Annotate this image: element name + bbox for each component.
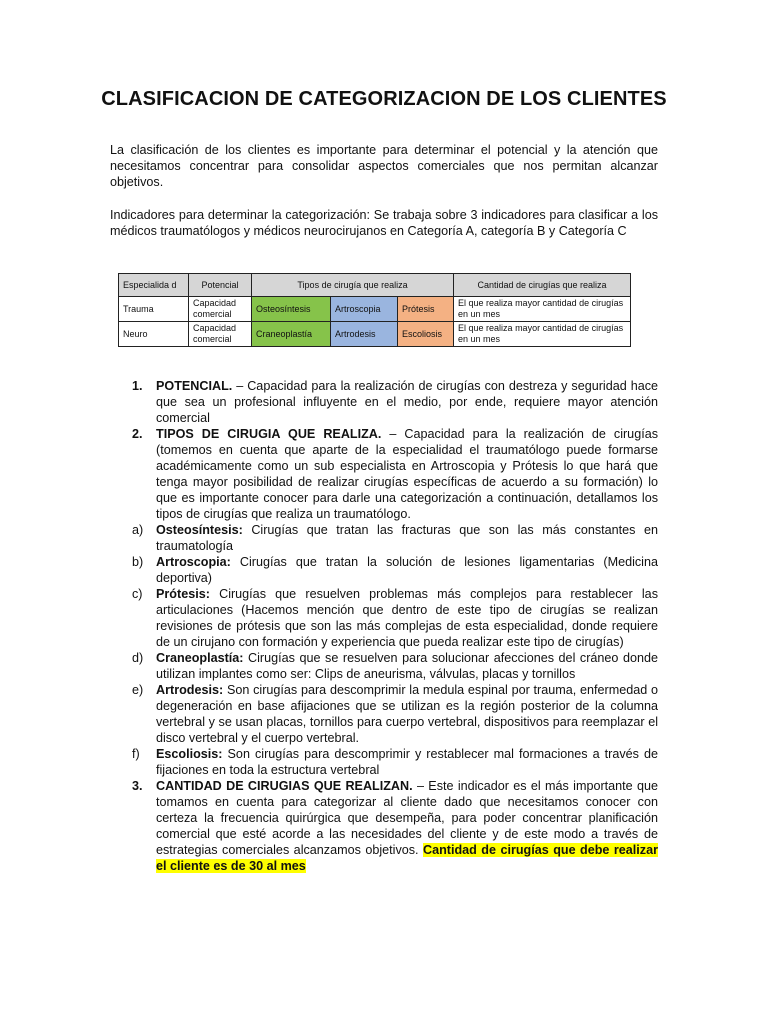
list-item-text: Cirugías que tratan la solución de lesiones ligamentarias (Medicina deportiva) (156, 555, 658, 585)
table-row (119, 322, 631, 347)
cell-especialidad: Trauma (119, 297, 189, 322)
cell-tipo-escoliosis: Escoliosis (398, 322, 454, 347)
list-marker: b) (132, 555, 144, 569)
indicators-paragraph: Indicadores para determinar la categorización: Se trabaja sobre 3 indicadores para clasificar a los médicos traumatólogos y médicos neurocirujanos en Categoría A, categoría B y Categoría C (110, 208, 658, 238)
list-item-label: Artrodesis: (156, 683, 224, 697)
header-tipos: Tipos de cirugía que realiza (252, 274, 454, 297)
list-item-text: – Capacidad para la realización de cirugías con destreza y seguridad hace que sea un profesional influyente en el medio, por ende, requiere mayor atención comercial (156, 379, 658, 425)
header-potencial: Potencial (189, 274, 252, 297)
list-item-protesis (110, 586, 658, 650)
cell-potencial: Capacidad comercial (189, 297, 252, 322)
list-marker: c) (132, 587, 143, 601)
list-item-artroscopia (110, 554, 658, 586)
list-item-label: Osteosíntesis: (156, 523, 243, 537)
list-item-text: Son cirugías para descomprimir y restablecer mal formaciones a través de fijaciones en toda la estructura vertebral (156, 747, 658, 777)
list-item-label: CANTIDAD DE CIRUGIAS QUE REALIZAN. (156, 779, 413, 793)
header-cantidad: Cantidad de cirugías que realiza (454, 274, 631, 297)
list-item-cantidad (110, 778, 658, 874)
list-marker: 1. (132, 379, 143, 393)
list-item-tipos (110, 426, 658, 522)
intro-paragraph: La clasificación de los clientes es importante para determinar el potencial y la atención que necesitamos concentrar para consolidar aspectos comerciales que nos permitan alcanzar objetivos. (110, 143, 658, 189)
list-item-text: – Capacidad para la realización de cirugías (tomemos en cuenta que aparte de la especialidad el traumatólogo puede formarse académicamente como un sub especialista en Artroscopia y Prótesis lo que hará que tenga mayor posibilidad de realizar cirugías específicas de acuerdo a su formación) lo que es importante conocer para darle una categorización a continuación, detallamos los tipos de cirugías que realiza un traumatólogo. (156, 427, 658, 521)
cell-tipo-craneoplastia: Craneoplastía (252, 322, 331, 347)
table-row (119, 297, 631, 322)
list-item-label: Prótesis: (156, 587, 210, 601)
page-title: CLASIFICACION DE CATEGORIZACION DE LOS CLIENTES (101, 88, 667, 110)
list-item-craneoplastia (110, 650, 658, 682)
categorization-table (118, 273, 631, 347)
list-item-label: Craneoplastía: (156, 651, 244, 665)
list-item-text: Cirugías que se resuelven para solucionar afecciones del cráneo donde utilizan implantes como ser: Clips de aneurisma, válvulas, placas y tornillos (156, 651, 658, 681)
list-marker: 2. (132, 427, 143, 441)
cell-cantidad: El que realiza mayor cantidad de cirugías en un mes (454, 297, 631, 322)
list-marker: a) (132, 523, 144, 537)
list-marker: e) (132, 683, 144, 697)
list-item-label: Escoliosis: (156, 747, 223, 761)
cell-potencial: Capacidad comercial (189, 322, 252, 347)
highlighted-requirement: Cantidad de cirugías que debe realizar el cliente es de 30 al mes (156, 843, 658, 873)
cell-cantidad: El que realiza mayor cantidad de cirugías en un mes (454, 322, 631, 347)
cell-tipo-artroscopia: Artroscopia (331, 297, 398, 322)
cell-tipo-artrodesis: Artrodesis (331, 322, 398, 347)
list-item-text: – Este indicador es el más importante que tomamos en cuenta para categorizar al cliente dado que necesitamos conocer con certeza la frecuencia quirúrgica que desempeña, para poder concentrar planificación comercial que esté acorde a las necesidades del cliente y de este modo a través de estrategias comerciales alcanzamos objetivos. (156, 779, 659, 857)
list-item-text: Son cirugías para descomprimir la medula espinal por trauma, enfermedad o degeneración en base afijaciones que se utilizan es la región posterior de la columna vertebral y se usan placas, tornillos para cuerpo vertebral, dispositivos para reemplazar el disco vertebral y el cuerpo vertebral. (156, 683, 658, 745)
cell-tipo-osteosintesis: Osteosíntesis (252, 297, 331, 322)
list-item-text: Cirugías que tratan las fracturas que son las más constantes en traumatología (156, 523, 658, 553)
list-item-text: Cirugías que resuelven problemas más complejos para restablecer las articulaciones (Hacemos mención que dentro de este tipo de cirugías se realizan revisiones de prótesis que son las más complejas de esta especialidad, donde requiere de un cirujano con formación y experiencia que pueda realizar este tipo de cirugías) (156, 587, 658, 649)
list-item-label: Artroscopia: (156, 555, 231, 569)
list-marker: d) (132, 651, 144, 665)
indicators-list (110, 378, 658, 874)
table-header-row (119, 274, 631, 297)
header-especialidad: Especialida d (119, 274, 189, 297)
list-item-label: POTENCIAL. (156, 379, 233, 393)
cell-tipo-protesis: Prótesis (398, 297, 454, 322)
list-item-escoliosis (110, 746, 658, 778)
list-marker: f) (132, 747, 140, 761)
list-marker: 3. (132, 779, 143, 793)
list-item-label: TIPOS DE CIRUGIA QUE REALIZA. (156, 427, 382, 441)
cell-especialidad: Neuro (119, 322, 189, 347)
list-item-potencial (110, 378, 658, 426)
list-item-osteosintesis (110, 522, 658, 554)
list-item-artrodesis (110, 682, 658, 746)
